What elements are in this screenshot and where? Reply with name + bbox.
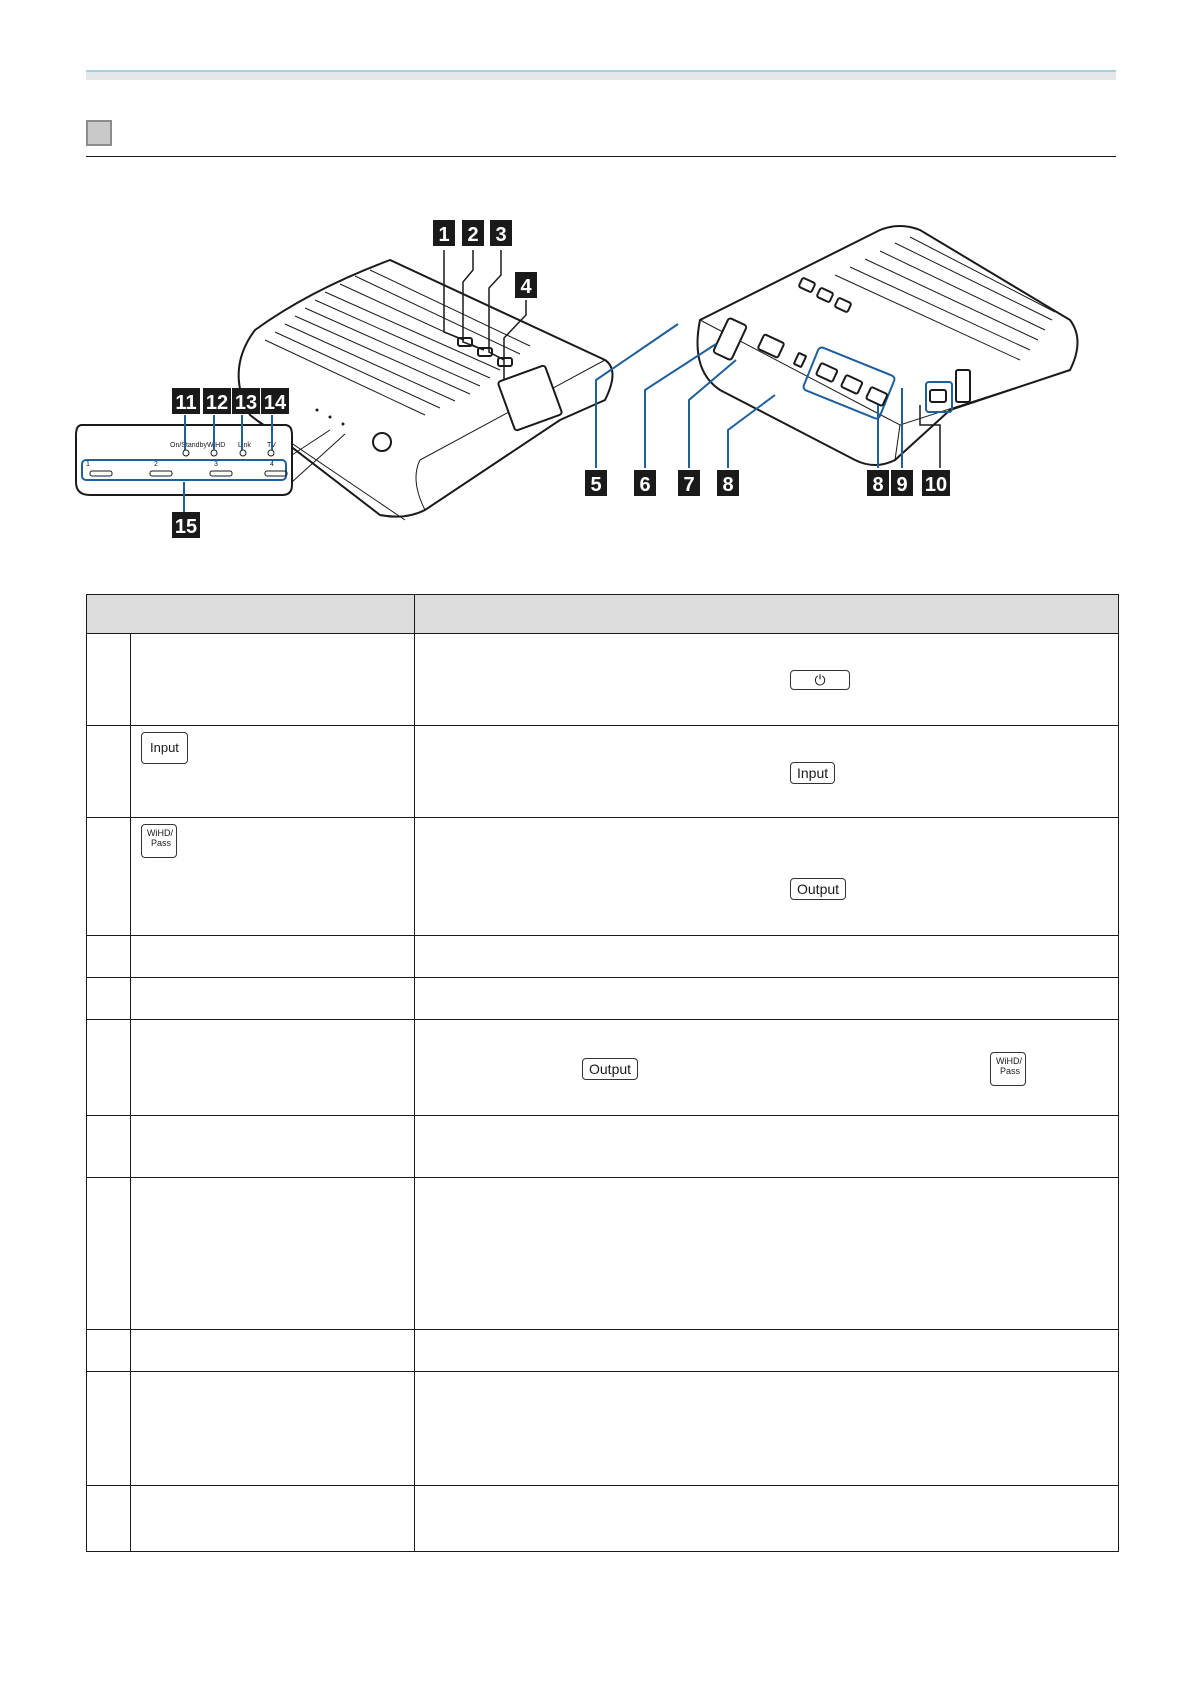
callout-7 xyxy=(678,470,700,496)
table-row xyxy=(87,1486,1119,1552)
row-name xyxy=(131,936,415,978)
row-name xyxy=(131,634,415,726)
row-description xyxy=(415,1020,1119,1116)
power-key-icon: ⏻ xyxy=(790,670,850,690)
section-rule xyxy=(86,156,1116,157)
svg-text:5: 5 xyxy=(590,474,602,496)
row-number xyxy=(87,634,131,726)
row-number xyxy=(87,1020,131,1116)
svg-text:8: 8 xyxy=(722,474,734,496)
row-name xyxy=(131,1020,415,1116)
row-number xyxy=(87,726,131,818)
row-description xyxy=(415,936,1119,978)
row-description xyxy=(415,1372,1119,1486)
callout-9 xyxy=(891,470,913,496)
port-number-1: 1 xyxy=(86,461,90,468)
row-name xyxy=(131,1116,415,1178)
row-number xyxy=(87,978,131,1020)
svg-text:3: 3 xyxy=(495,224,507,246)
table-row xyxy=(87,1020,1119,1116)
row-number xyxy=(87,936,131,978)
svg-text:6: 6 xyxy=(639,474,651,496)
port-number-2: 2 xyxy=(154,461,158,468)
optical-port-icon xyxy=(956,370,970,402)
header-function xyxy=(415,595,1119,634)
ir-receiver-icon xyxy=(373,433,391,451)
svg-text:12: 12 xyxy=(205,392,229,414)
front-view-device xyxy=(239,260,613,520)
svg-text:13: 13 xyxy=(234,392,258,414)
callout-11 xyxy=(172,388,200,414)
table-row xyxy=(87,1372,1119,1486)
row-name xyxy=(131,1330,415,1372)
table-row xyxy=(87,1330,1119,1372)
output-key-icon: Output xyxy=(790,878,846,900)
callout-12 xyxy=(203,388,231,414)
row-number xyxy=(87,1330,131,1372)
svg-text:14: 14 xyxy=(263,392,287,414)
indicator-label-wihd: WiHD xyxy=(207,442,226,449)
callout-15 xyxy=(172,512,200,538)
row-number xyxy=(87,1372,131,1486)
indicator-label-link: Link xyxy=(238,442,251,449)
header-name xyxy=(87,595,415,634)
row-name xyxy=(131,726,415,818)
svg-text:2: 2 xyxy=(467,224,479,246)
callout-10 xyxy=(922,470,950,496)
row-description xyxy=(415,634,1119,726)
row-name xyxy=(131,1372,415,1486)
input-key-icon: Input xyxy=(141,732,188,764)
callout-5 xyxy=(585,470,607,496)
table-row xyxy=(87,978,1119,1020)
table-row xyxy=(87,634,1119,726)
row-number xyxy=(87,1116,131,1178)
wihd-pass-key-icon: WiHD/ Pass xyxy=(141,824,177,858)
table-row xyxy=(87,1178,1119,1330)
table-row xyxy=(87,1116,1119,1178)
row-description xyxy=(415,1178,1119,1330)
input-key-inline-icon: Input xyxy=(790,762,835,784)
row-description xyxy=(415,1486,1119,1552)
svg-text:1: 1 xyxy=(438,224,450,246)
row-name xyxy=(131,818,415,936)
table-row xyxy=(87,818,1119,936)
row-description xyxy=(415,978,1119,1020)
callout-8b xyxy=(867,470,889,496)
table-row xyxy=(87,726,1119,818)
row-description xyxy=(415,1116,1119,1178)
output-key-inline-icon: Output xyxy=(582,1058,638,1080)
svg-text:11: 11 xyxy=(175,392,197,414)
callout-1 xyxy=(433,220,455,246)
table-header-row xyxy=(87,595,1119,634)
callout-13 xyxy=(232,388,260,414)
svg-text:9: 9 xyxy=(896,474,908,496)
svg-text:8: 8 xyxy=(872,474,884,496)
section-marker-icon xyxy=(86,120,112,146)
wihd-pass-key-inline-icon: WiHD/ Pass xyxy=(990,1052,1026,1086)
row-number xyxy=(87,1486,131,1552)
callout-14 xyxy=(261,388,289,414)
row-description xyxy=(415,818,1119,936)
row-description xyxy=(415,726,1119,818)
svg-text:7: 7 xyxy=(683,474,695,496)
row-name xyxy=(131,1486,415,1552)
callout-6 xyxy=(634,470,656,496)
device-illustration xyxy=(60,220,1130,590)
callout-3 xyxy=(490,220,512,246)
rear-view-device xyxy=(698,226,1078,465)
indicator-label-tv: TV xyxy=(267,442,276,449)
row-number xyxy=(87,818,131,936)
table-row xyxy=(87,936,1119,978)
svg-text:15: 15 xyxy=(174,516,198,538)
callout-4 xyxy=(515,272,537,298)
port-number-3: 3 xyxy=(214,461,218,468)
parts-table xyxy=(86,594,1119,1552)
header-rule xyxy=(86,70,1116,80)
callout-8a xyxy=(717,470,739,496)
wihd-pass-button-icon xyxy=(498,358,512,366)
callout-2 xyxy=(462,220,484,246)
indicator-label-on-standby: On/Standby xyxy=(170,442,207,449)
row-name xyxy=(131,978,415,1020)
port-number-4: 4 xyxy=(270,461,274,468)
row-description xyxy=(415,1330,1119,1372)
svg-text:10: 10 xyxy=(924,474,948,496)
svg-text:4: 4 xyxy=(520,276,532,298)
row-name xyxy=(131,1178,415,1330)
row-number xyxy=(87,1178,131,1330)
